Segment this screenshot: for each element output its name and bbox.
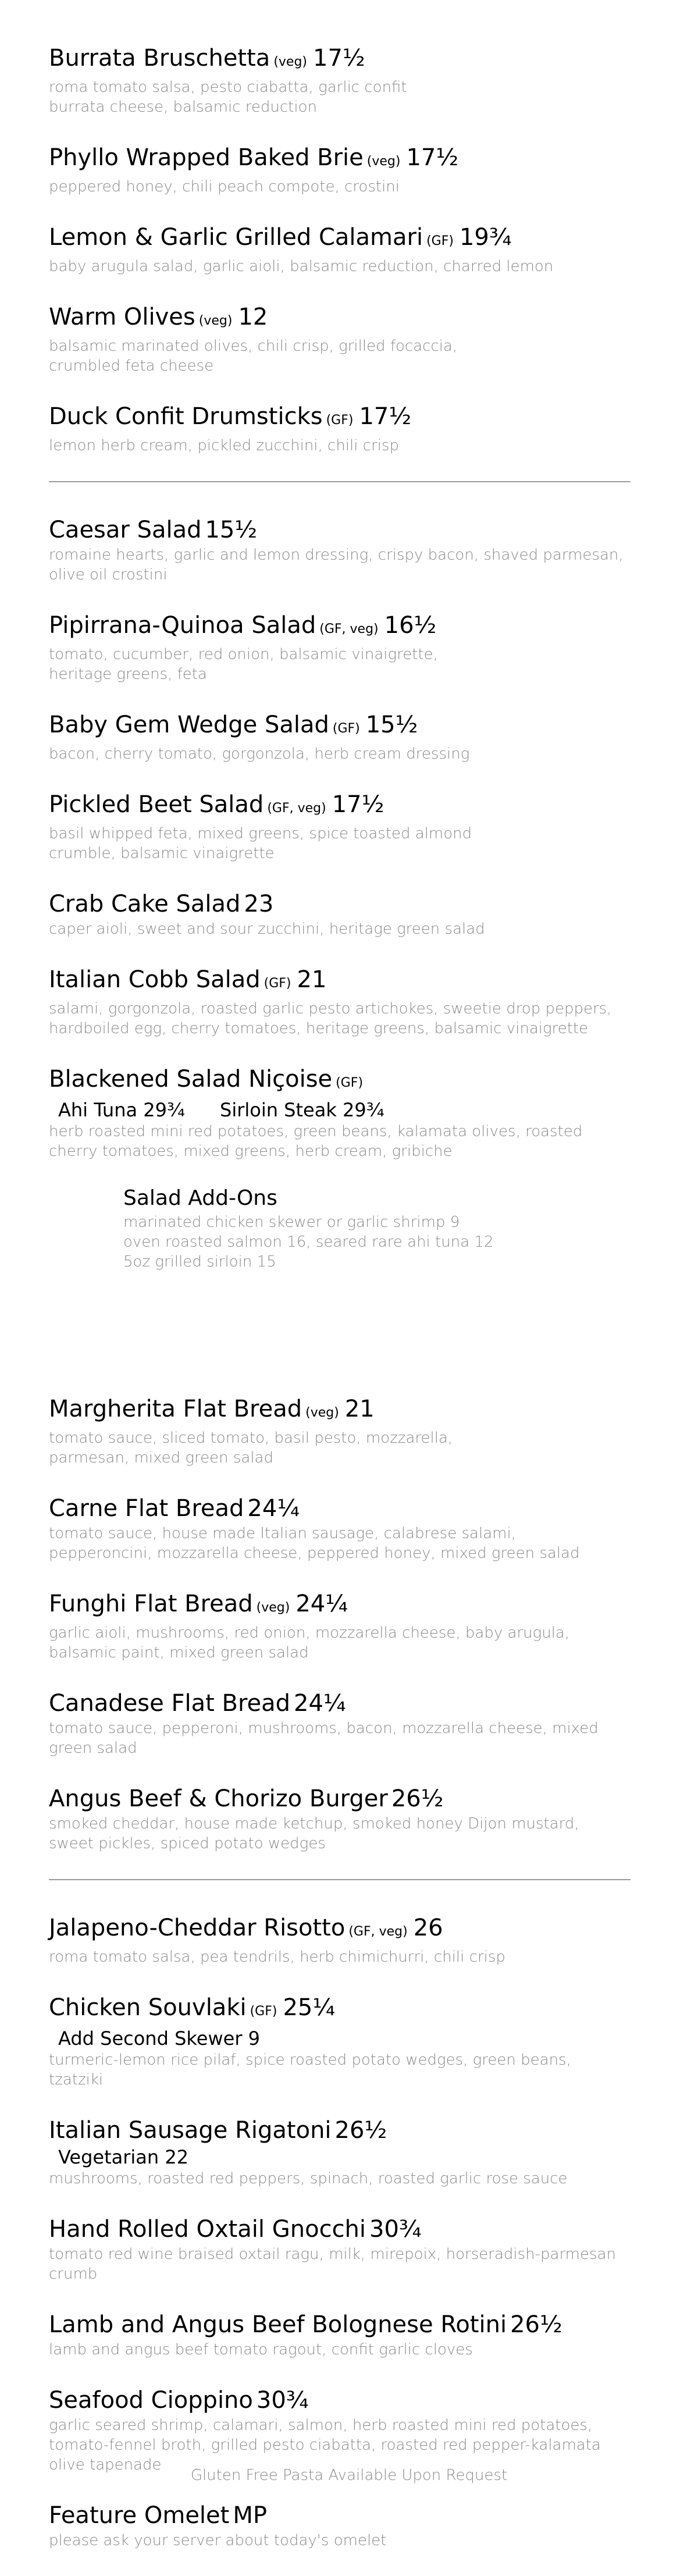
item-price: 17½ <box>313 45 365 72</box>
menu-item <box>49 2214 665 2284</box>
item-price: 24¼ <box>247 1495 300 1522</box>
item-options <box>49 1098 665 1122</box>
menu-item <box>49 1784 665 1853</box>
section-spacer <box>49 1272 665 1394</box>
item-price: 21 <box>297 966 327 993</box>
item-description: lamb and angus beef tomato ragout, confit garlic cloves <box>49 2341 473 2358</box>
item-name: Italian Sausage Rigatoni <box>49 2117 332 2144</box>
item-description: garlic seared shrimp, calamari, salmon, herb roasted mini red potatoes, tomato-fennel broth, grilled pesto ciabatta, roasted red pepper-kalamata olive tapenade <box>49 2417 601 2474</box>
item-price: 17½ <box>406 144 459 171</box>
item-options <box>49 2146 665 2169</box>
item-description: please ask your server about today's omelet <box>49 2532 387 2549</box>
item-name: Canadese Flat Bread <box>49 1690 291 1717</box>
item-description: salami, gorgonzola, roasted garlic pesto artichokes, sweetie drop peppers, hardboiled egg, cherry tomatoes, heritage greens, balsamic vinaigrette <box>49 1000 612 1037</box>
item-title <box>49 889 665 919</box>
item-price: 24¼ <box>294 1690 346 1717</box>
item-title <box>49 302 665 336</box>
menu-item <box>49 2385 665 2475</box>
menu-item <box>49 43 665 117</box>
item-name: Lamb and Angus Beef Bolognese Rotini <box>49 2311 507 2338</box>
item-name: Seafood Cioppino <box>49 2387 253 2414</box>
item-title <box>49 1784 665 1814</box>
dietary-tag: (veg) <box>273 55 307 69</box>
menu-section <box>49 1913 665 2550</box>
item-price: MP <box>233 2502 267 2529</box>
add-ons-title: Salad Add-Ons <box>123 1186 277 1210</box>
item-title <box>49 2385 665 2415</box>
section-divider <box>49 1879 631 1880</box>
item-price: 25¼ <box>283 1994 336 2021</box>
dietary-tag: (veg) <box>256 1600 290 1615</box>
item-name: Carne Flat Bread <box>49 1495 244 1522</box>
item-title <box>49 1913 665 1947</box>
menu-item <box>49 222 665 276</box>
item-description: bacon, cherry tomato, gorgonzola, herb cream dressing <box>49 745 470 763</box>
menu-item <box>49 143 665 197</box>
item-options <box>49 2027 665 2050</box>
item-price: 16½ <box>384 612 437 639</box>
item-title <box>49 2500 665 2531</box>
item-description: tomato red wine braised oxtail ragu, milk, mirepoix, horseradish-parmesan crumb <box>49 2246 616 2283</box>
menu-item <box>49 1993 665 2090</box>
item-title <box>49 965 665 999</box>
item-price: 12 <box>238 304 268 330</box>
item-title <box>49 789 665 824</box>
item-name: Lemon & Garlic Grilled Calamari <box>49 224 423 251</box>
item-description: balsamic marinated olives, chili crisp, grilled focaccia, crumbled feta cheese <box>49 337 458 375</box>
item-name: Phyllo Wrapped Baked Brie <box>49 144 364 171</box>
item-title <box>49 2115 665 2146</box>
menu-item <box>49 1589 665 1663</box>
item-price: 30¾ <box>256 2387 309 2414</box>
menu-item <box>49 2500 665 2550</box>
item-name: Caesar Salad <box>49 517 202 543</box>
item-title <box>49 1394 665 1428</box>
item-price: 24¼ <box>295 1591 348 1617</box>
item-price: 23 <box>244 891 274 917</box>
item-title <box>49 1064 665 1098</box>
menu-item <box>49 1493 665 1563</box>
item-description: tomato sauce, sliced tomato, basil pesto, mozzarella, parmesan, mixed green salad <box>49 1429 453 1467</box>
item-name: Margherita Flat Bread <box>49 1396 302 1422</box>
item-price: 15½ <box>205 517 258 543</box>
item-option: Vegetarian 22 <box>58 2146 189 2168</box>
add-ons-list: marinated chicken skewer or garlic shrimp 9 oven roasted salmon 16, seared rare ahi tuna 12 5oz grilled sirloin 15 <box>123 1214 494 1271</box>
item-description: peppered honey, chili peach compote, crostini <box>49 178 400 195</box>
menu-section <box>49 515 665 1272</box>
menu-item <box>49 2115 665 2189</box>
item-description: mushrooms, roasted red peppers, spinach, roasted garlic rose sauce <box>49 2170 568 2187</box>
menu-item <box>49 1688 665 1758</box>
dietary-tag: (GF) <box>332 721 360 736</box>
item-name: Angus Beef & Chorizo Burger <box>49 1785 388 1812</box>
item-description: romaine hearts, garlic and lemon dressing, crispy bacon, shaved parmesan, olive oil crostini <box>49 546 624 583</box>
menu-item <box>49 302 665 376</box>
item-price: 17½ <box>359 403 412 430</box>
menu-item <box>49 1064 665 1161</box>
item-description: tomato sauce, pepperoni, mushrooms, bacon, mozzarella cheese, mixed green salad <box>49 1720 599 1757</box>
dietary-tag: (GF, veg) <box>348 1924 408 1939</box>
item-price: 26½ <box>391 1785 444 1812</box>
item-name: Chicken Souvlaki <box>49 1994 247 2021</box>
item-name: Feature Omelet <box>49 2502 230 2529</box>
menu-item <box>49 401 665 456</box>
item-price: 26½ <box>510 2311 562 2338</box>
item-price: 30¾ <box>369 2216 422 2243</box>
item-title <box>49 2214 665 2244</box>
item-name: Italian Cobb Salad <box>49 966 261 993</box>
menu-section <box>49 43 665 456</box>
item-name: Pickled Beet Salad <box>49 791 264 818</box>
item-name: Hand Rolled Oxtail Gnocchi <box>49 2216 366 2243</box>
item-option: Sirloin Steak 29¾ <box>220 1099 384 1121</box>
item-description: lemon herb cream, pickled zucchini, chili crisp <box>49 437 400 454</box>
menu-item <box>49 889 665 939</box>
dietary-tag: (GF) <box>250 2004 277 2019</box>
item-name: Blackened Salad Niçoise <box>49 1066 333 1093</box>
item-name: Pipirrana-Quinoa Salad <box>49 612 316 639</box>
item-title <box>49 1493 665 1524</box>
dietary-tag: (GF) <box>326 413 354 428</box>
menu-section <box>49 1394 665 1853</box>
dietary-tag: (GF) <box>336 1076 364 1090</box>
item-description: roma tomato salsa, pea tendrils, herb chimichurri, chili crisp <box>49 1948 505 1966</box>
section-divider <box>49 481 631 482</box>
item-title <box>49 143 665 177</box>
item-description: caper aioli, sweet and sour zucchini, heritage green salad <box>49 920 485 938</box>
menu-item <box>49 2310 665 2360</box>
item-title <box>49 710 665 744</box>
item-title <box>49 222 665 257</box>
item-price: 26 <box>413 1915 443 1941</box>
item-title <box>49 1993 665 2027</box>
item-price: 19¾ <box>459 224 512 251</box>
dietary-tag: (GF, veg) <box>319 622 379 636</box>
item-title <box>49 515 665 545</box>
item-title <box>49 1688 665 1718</box>
item-name: Jalapeno-Cheddar Risotto <box>49 1915 346 1941</box>
dietary-tag: (GF) <box>263 976 291 991</box>
item-price: 21 <box>344 1396 375 1422</box>
item-description: roma tomato salsa, pesto ciabatta, garlic confit burrata cheese, balsamic reduction <box>49 79 407 116</box>
salad-add-ons <box>123 1184 665 1272</box>
item-name: Baby Gem Wedge Salad <box>49 711 329 738</box>
item-title <box>49 610 665 645</box>
menu-item <box>49 965 665 1038</box>
footer-note: Gluten Free Pasta Available Upon Request <box>190 2467 508 2484</box>
item-description: tomato sauce, house made Italian sausage, calabrese salami, pepperoncini, mozzarella cheese, peppered honey, mixed green salad <box>49 1525 580 1562</box>
item-description: basil whipped feta, mixed greens, spice toasted almond crumble, balsamic vinaigrette <box>49 825 472 862</box>
menu-page <box>49 43 665 2576</box>
item-price: 17½ <box>332 791 384 818</box>
item-title <box>49 43 665 77</box>
dietary-tag: (veg) <box>305 1406 339 1420</box>
item-price: 26½ <box>334 2117 387 2144</box>
dietary-tag: (veg) <box>198 314 233 328</box>
item-option: Add Second Skewer 9 <box>58 2027 260 2050</box>
item-name: Burrata Bruschetta <box>49 45 270 72</box>
item-description: garlic aioli, mushrooms, red onion, mozzarella cheese, baby arugula, balsamic paint, mixed green salad <box>49 1624 570 1661</box>
item-name: Funghi Flat Bread <box>49 1591 253 1617</box>
item-title <box>49 401 665 436</box>
menu-item <box>49 1913 665 1967</box>
menu-item <box>49 610 665 684</box>
dietary-tag: (GF) <box>426 234 454 248</box>
menu-item <box>49 515 665 585</box>
menu-item <box>49 1394 665 1468</box>
dietary-tag: (GF, veg) <box>267 801 326 816</box>
dietary-tag: (veg) <box>366 154 401 169</box>
item-description: smoked cheddar, house made ketchup, smoked honey Dijon mustard, sweet pickles, spiced potato wedges <box>49 1815 579 1852</box>
item-description: tomato, cucumber, red onion, balsamic vinaigrette, heritage greens, feta <box>49 646 438 683</box>
item-name: Warm Olives <box>49 304 195 330</box>
menu-item <box>49 789 665 863</box>
item-price: 15½ <box>365 711 418 738</box>
item-title <box>49 2310 665 2340</box>
item-description: baby arugula salad, garlic aioli, balsamic reduction, charred lemon <box>49 258 554 275</box>
item-name: Crab Cake Salad <box>49 891 241 917</box>
item-name: Duck Confit Drumsticks <box>49 403 323 430</box>
item-title <box>49 1589 665 1623</box>
menu-item <box>49 710 665 764</box>
item-option: Ahi Tuna 29¾ <box>58 1099 185 1121</box>
item-description: herb roasted mini red potatoes, green beans, kalamata olives, roasted cherry tomatoes, mixed greens, herb cream, gribiche <box>49 1123 583 1160</box>
item-description: turmeric-lemon rice pilaf, spice roasted potato wedges, green beans, tzatziki <box>49 2051 571 2088</box>
